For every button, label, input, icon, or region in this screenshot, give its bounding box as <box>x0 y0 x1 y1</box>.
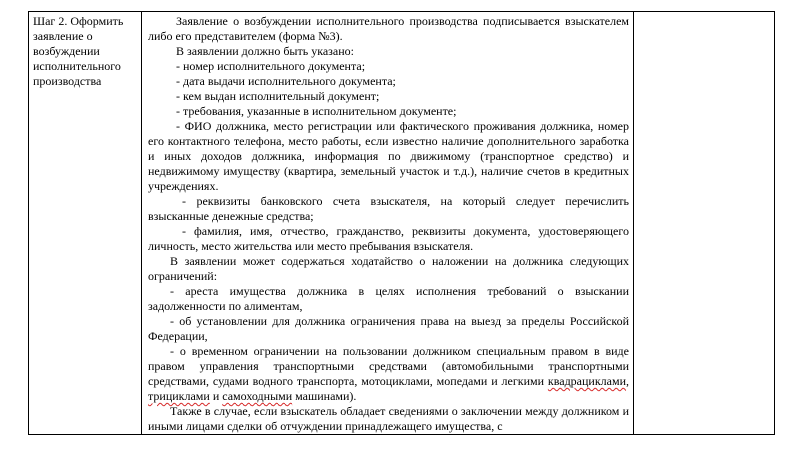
list-item-issue-date: - дата выдачи исполнительного документа; <box>176 74 396 88</box>
paragraph-signature: Заявление о возбуждении исполнительного производства подписывается взыскателем либо его представителем (форма №3). <box>148 14 629 43</box>
instruction-body-cell <box>142 12 634 435</box>
list-item-requirements: - требования, указанные в исполнительном документе; <box>176 104 457 118</box>
spellcheck-word: трициклами <box>148 389 210 403</box>
list-item-claimant-identity: - фамилия, имя, отчество, гражданство, реквизиты документа, удостоверяющего личность, место жительства или место пребывания взыскателя. <box>148 224 629 253</box>
list-item-doc-number: - номер исполнительного документа; <box>176 59 366 73</box>
step-title-cell <box>29 12 142 435</box>
table-row <box>29 12 775 435</box>
step-title: Шаг 2. Оформить заявление о возбуждении исполнительного производства <box>33 14 124 88</box>
separator-text: , <box>626 374 630 388</box>
list-item-issued-by: - кем выдан исполнительный документ; <box>176 89 380 103</box>
list-item-asset-arrest: - ареста имущества должника в целях исполнения требований о взыскании задолженности по алиментам, <box>148 284 629 313</box>
list-item-travel-ban: - об установлении для должника ограничения права на выезд за пределы Российской Федерации, <box>148 314 629 343</box>
empty-notes-cell <box>634 12 775 435</box>
paragraph-transaction-info: Также в случае, если взыскатель обладает сведениями о заключении между должником и иными лицами сделки об отчуждении принадлежащего имущества, с <box>148 404 629 433</box>
paragraph-petition: В заявлении может содержаться ходатайство о наложении на должника следующих ограничений: <box>148 254 629 283</box>
separator-text: и <box>209 389 223 403</box>
instruction-table <box>28 11 775 435</box>
list-item-debtor-info: - ФИО должника, место регистрации или фактического проживания должника, номер его контактного телефона, место работы, если известно наличие дополнительного заработка и иных доходов должника, информация по движимому (транспортное средство) и недвижимому имуществу (квартира, земельный участок и т.д.), наличие счетов в кредитных учреждениях. <box>148 119 629 193</box>
license-restriction-text: - о временном ограничении на пользовании должником специальным правом в виде правом управления транспортными средствами (автомобильными транспортными средствами, судами водного транспорта, мотоциклами, мопедами и легкими <box>148 344 629 388</box>
trailing-text: машинами). <box>292 389 357 403</box>
spellcheck-word: самоходными <box>222 389 293 403</box>
spellcheck-word: квадрациклами <box>547 374 627 388</box>
list-item-bank-details: - реквизиты банковского счета взыскателя, на который следует перечислить взысканные денежные средства; <box>148 194 629 223</box>
list-item-license-restriction <box>148 344 629 404</box>
paragraph-must-include: В заявлении должно быть указано: <box>176 44 355 58</box>
